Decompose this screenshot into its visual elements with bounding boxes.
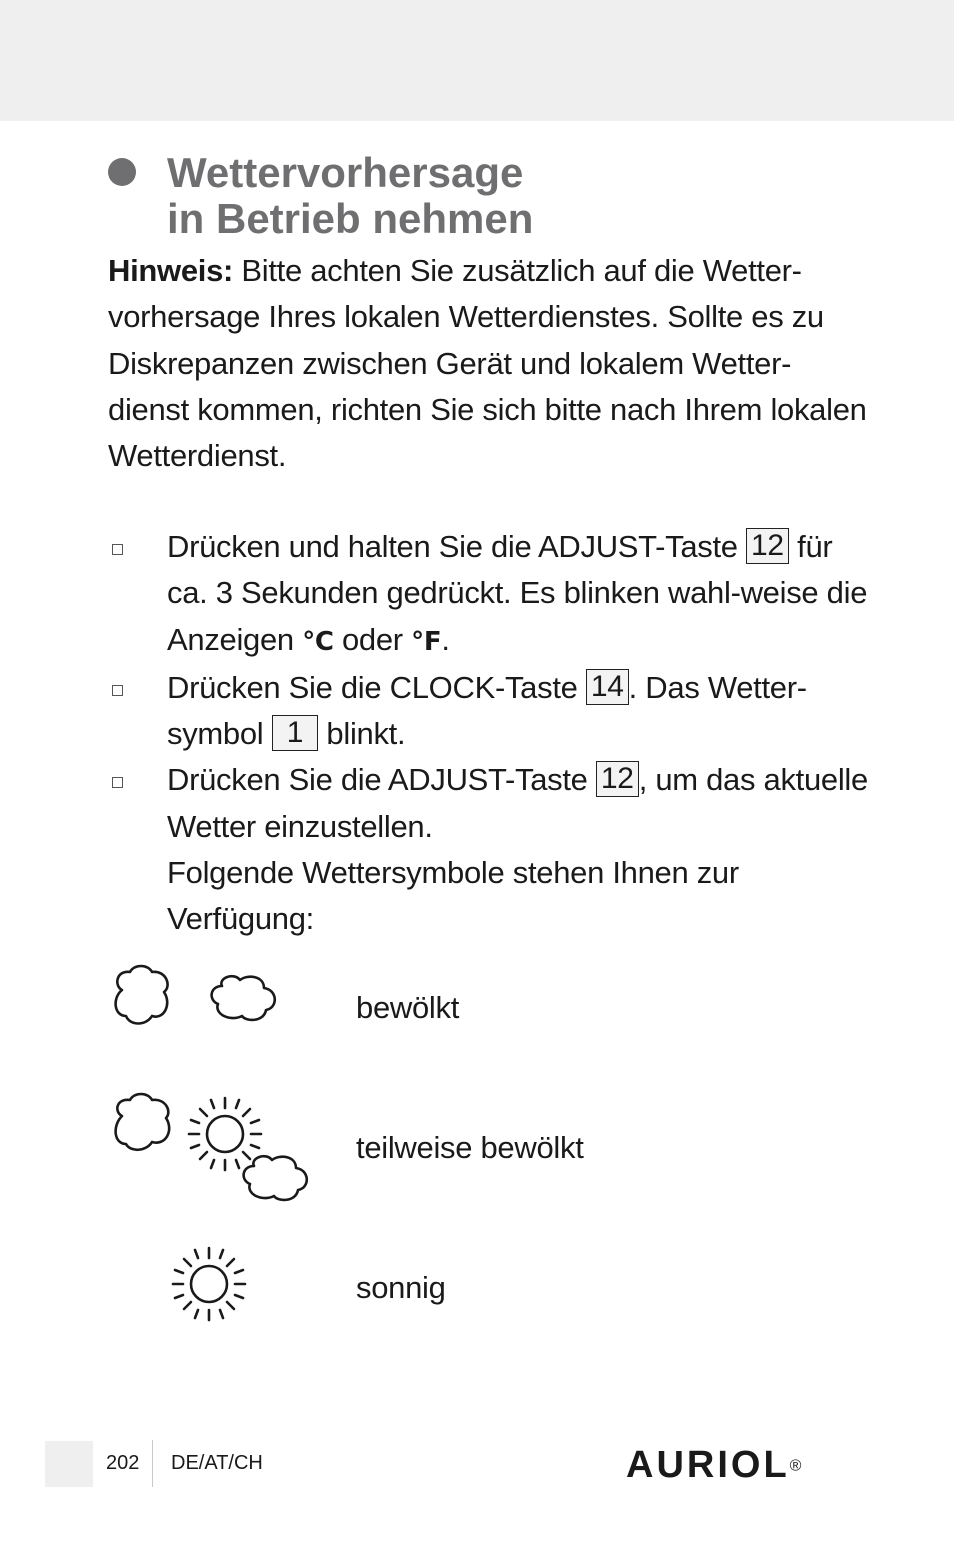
brand-name: AURIOL: [626, 1444, 790, 1486]
unit-fahrenheit: °F: [411, 626, 442, 657]
note-text: Bitte achten Sie zusätzlich auf die Wetter-vorhersage Ihres lokalen Wetterdienstes. Sollte es zu Diskrepanzen zwischen Gerät und lokalem Wetter-dienst kommen, richten Sie sich bitte nach Ihrem lokalen Wetterdienst.: [108, 253, 867, 474]
step-text: , um das aktuelle Wetter einzustellen.: [167, 762, 868, 844]
instruction-steps: [108, 524, 868, 943]
checkbox-icon: [112, 777, 123, 788]
symbol-label: sonnig: [356, 1270, 446, 1305]
checkbox-icon: [112, 544, 123, 555]
step-1: [108, 524, 868, 665]
step-3: [108, 757, 868, 942]
registered-mark: ®: [789, 1457, 802, 1475]
step-text: blinkt.: [318, 716, 406, 752]
ref-number-box: 14: [586, 669, 629, 705]
symbol-row-cloudy: [0, 960, 954, 1040]
step-text: . Das Wetter-symbol: [167, 669, 807, 752]
step-text: Drücken Sie die CLOCK-Taste: [167, 669, 586, 705]
symbol-row-partly-cloudy: [0, 1090, 954, 1205]
step-text: Drücken Sie die ADJUST-Taste: [167, 762, 596, 798]
note-label: Hinweis:: [108, 253, 234, 288]
ref-number-box: 1: [272, 715, 318, 751]
brand-logo: [626, 1444, 802, 1486]
step-text: .: [441, 621, 450, 657]
sunny-icon: [165, 1240, 255, 1330]
symbol-label: teilweise bewölkt: [356, 1130, 584, 1165]
unit-celsius: °C: [302, 626, 334, 657]
region-label: DE/AT/CH: [171, 1452, 263, 1474]
cloudy-icon: [110, 964, 290, 1034]
ref-number-box: 12: [746, 528, 789, 564]
step-text: Drücken und halten Sie die ADJUST-Taste: [167, 529, 747, 564]
ref-number-box: 12: [596, 761, 639, 797]
footer-tab: [45, 1441, 93, 1487]
step-2: [108, 665, 868, 758]
step-text: für ca. 3 Sekunden gedrückt. Es blinken wahl-weise die Anzeigen: [167, 529, 868, 657]
step-text: Folgende Wettersymbole stehen Ihnen zur Verfügung:: [167, 855, 739, 937]
section-title-line-2: in Betrieb nehmen: [167, 195, 534, 242]
section-title: [167, 150, 533, 242]
footer-divider: [152, 1440, 153, 1487]
page-number: 202: [106, 1452, 140, 1474]
section-title-line-1: Wettervorhersage: [167, 149, 524, 196]
partly-cloudy-icon: [110, 1090, 320, 1205]
symbol-row-sunny: [0, 1240, 954, 1330]
checkbox-icon: [112, 685, 123, 696]
heading-bullet-icon: [108, 158, 136, 186]
note-paragraph: [108, 248, 868, 479]
symbol-label: bewölkt: [356, 990, 460, 1025]
step-text: oder: [333, 621, 412, 657]
page-header-band: [0, 0, 954, 121]
